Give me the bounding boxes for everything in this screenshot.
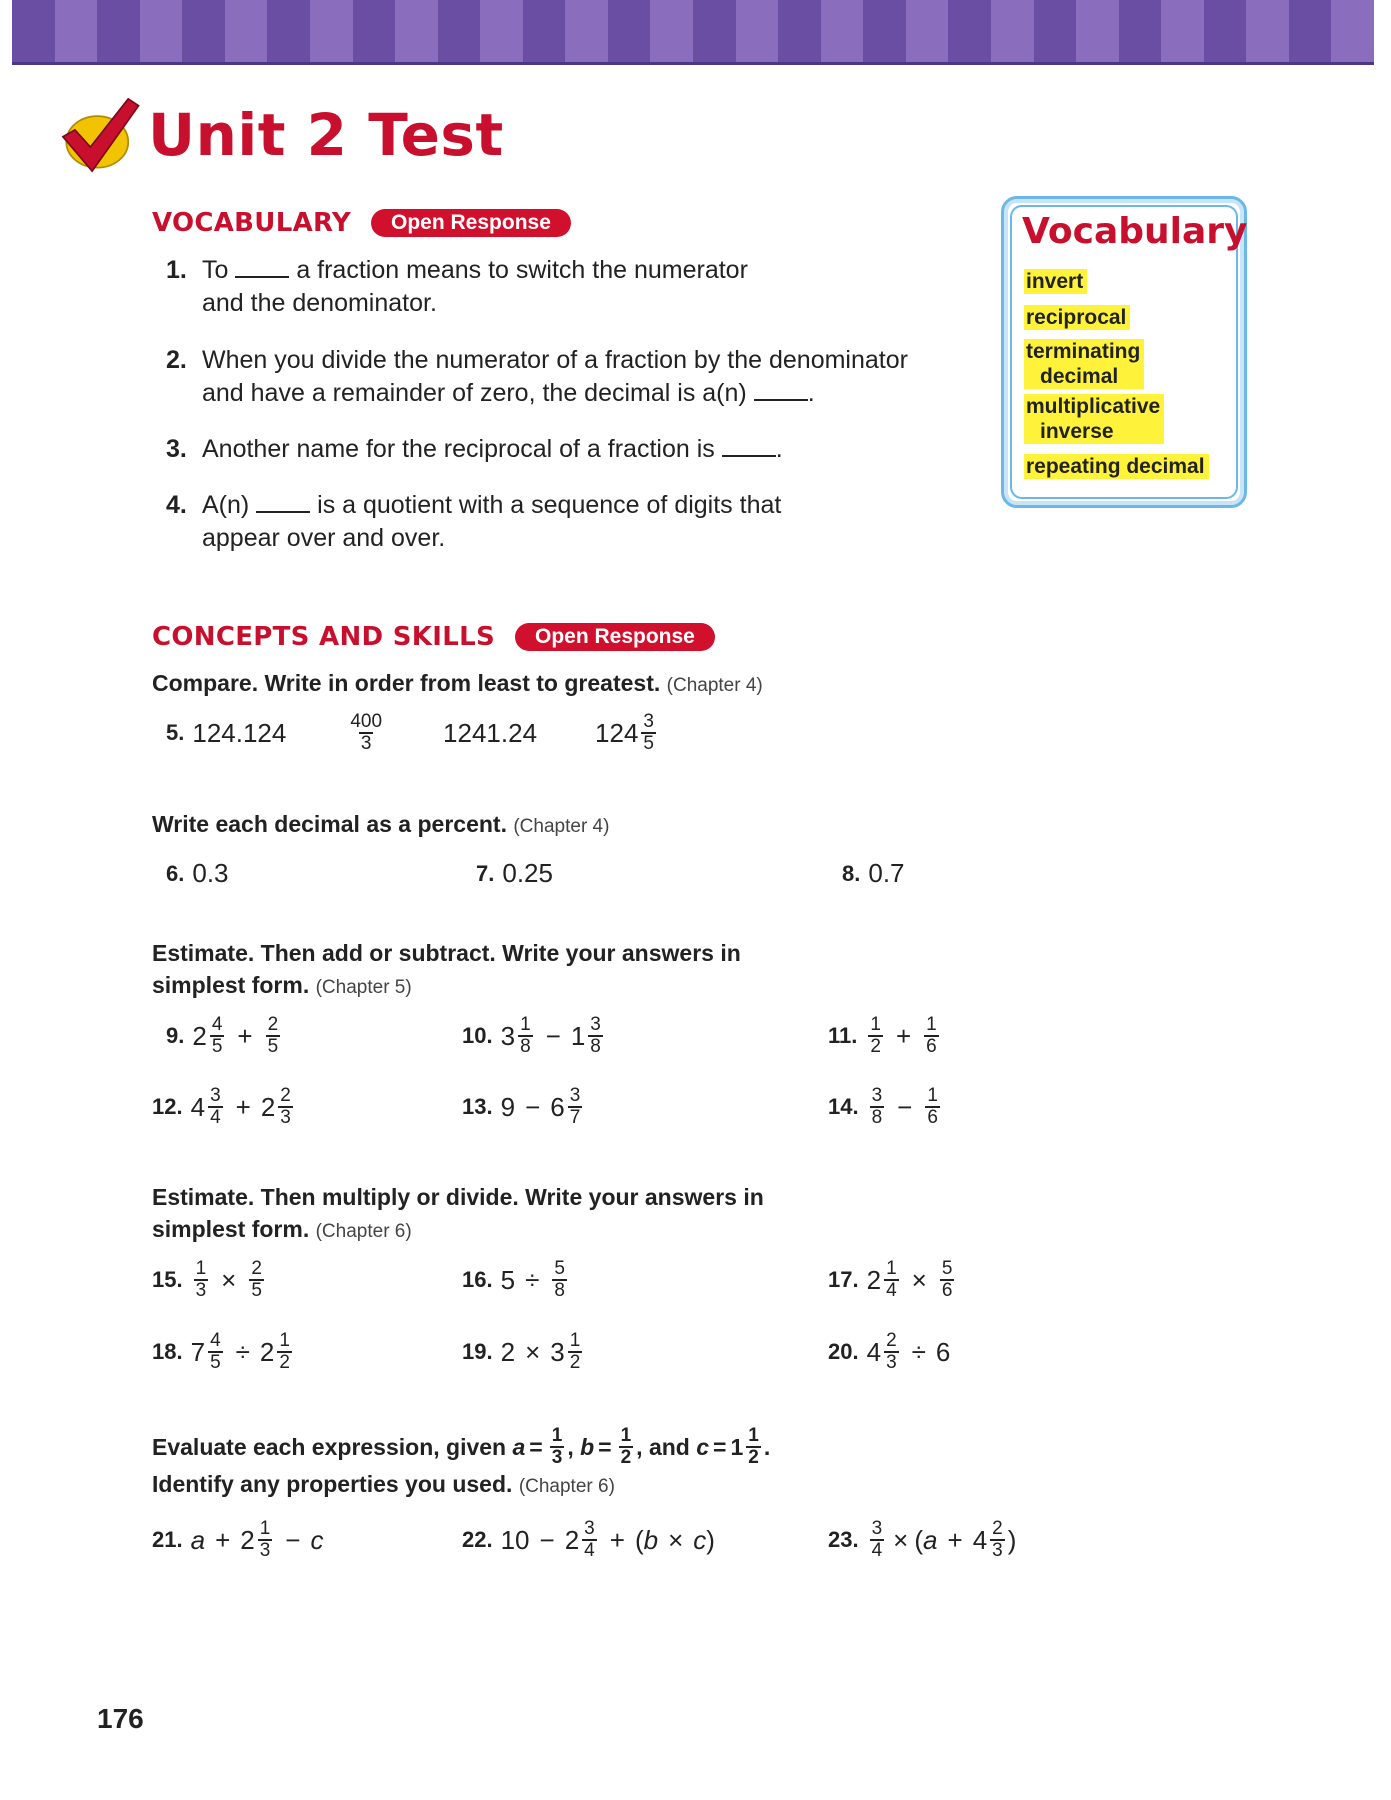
fraction: $\frac{1}{2}$ bbox=[620, 1425, 632, 1468]
fraction: 1 2 bbox=[748, 1425, 759, 1468]
question-1: 1. To a fraction means to switch the numerator and the denominator. bbox=[166, 256, 748, 317]
fraction: 4 5 bbox=[211, 1014, 223, 1057]
answer-blank[interactable] bbox=[235, 272, 289, 278]
fraction: 1 2 bbox=[870, 1014, 881, 1057]
vocab-word: terminating decimal bbox=[1024, 339, 1144, 389]
fraction: 2 3 bbox=[992, 1518, 1003, 1561]
vocabulary-box bbox=[1001, 196, 1247, 508]
page-number: 176 bbox=[97, 1703, 144, 1734]
vocab-word: repeating decimal bbox=[1024, 454, 1209, 479]
problem-21: 21. a + 2 1 3 − c bbox=[152, 1518, 324, 1561]
problem-7: 7. 0.25 bbox=[476, 858, 553, 888]
vocab-word: multiplicative inverse bbox=[1024, 394, 1164, 444]
fraction: 3 7 bbox=[569, 1085, 581, 1128]
fraction: $\frac{1}{6}$ bbox=[927, 1085, 938, 1128]
vocabulary-box-title: Vocabulary bbox=[1022, 211, 1248, 252]
fraction: $\frac{1}{3}$ bbox=[195, 1258, 207, 1301]
fraction: $\frac{5}{6}$ bbox=[941, 1258, 953, 1301]
fraction: 400 3 bbox=[350, 711, 383, 754]
problem-8: 8. 0.7 bbox=[842, 858, 905, 888]
checkmark-icon bbox=[56, 92, 142, 178]
vocab-word: reciprocal bbox=[1024, 305, 1130, 330]
fraction: $\frac{3}{4}$ bbox=[871, 1518, 883, 1561]
problem-10: 10. 3 1 8 − 1 3 8 bbox=[462, 1014, 601, 1057]
directions-percent: Write each decimal as a percent. (Chapter 4) bbox=[152, 811, 610, 837]
open-response-badge: Open Response bbox=[515, 623, 715, 651]
problem-23: 23. $\frac{3}{4}$ × ( a + 4 2 3 ) bbox=[828, 1518, 1017, 1561]
fraction: $\frac{2}{5}$ bbox=[267, 1014, 279, 1057]
fraction: 1 3 bbox=[259, 1518, 271, 1561]
concepts-heading bbox=[152, 622, 715, 652]
fraction: 3 4 bbox=[584, 1518, 595, 1561]
problem-13: 13. 9 − 6 3 7 bbox=[462, 1085, 581, 1128]
fraction: $\frac{1}{6}$ bbox=[926, 1014, 937, 1057]
section-title: VOCABULARY bbox=[152, 208, 352, 238]
problem-15: 15. $\frac{1}{3}$ × $\frac{2}{5}$ bbox=[152, 1258, 262, 1301]
fraction: 3 5 bbox=[643, 711, 654, 754]
problem-12: 12. 4 3 4 + 2 2 3 bbox=[152, 1085, 291, 1128]
problem-16: 16. 5 ÷ $\frac{5}{8}$ bbox=[462, 1258, 565, 1301]
header-stripe bbox=[12, 0, 1374, 65]
fraction: $\frac{1}{3}$ bbox=[551, 1425, 563, 1468]
fraction: 3 4 bbox=[210, 1085, 221, 1128]
question-4: 4. A(n) is a quotient with a sequence of digits that appear over and over. bbox=[166, 491, 782, 552]
fraction: 1 2 bbox=[569, 1330, 581, 1373]
problem-22: 22. 10 − 2 3 4 + ( b × c ) bbox=[462, 1518, 715, 1561]
section-title: CONCEPTS AND SKILLS bbox=[152, 622, 495, 652]
question-2: 2. When you divide the numerator of a fraction by the denominator and have a remainder of zero, the decimal is a(n) . bbox=[166, 346, 908, 407]
open-response-badge: Open Response bbox=[371, 209, 571, 237]
fraction: 3 8 bbox=[871, 1085, 883, 1128]
problem-17: 17. 2 $\frac{1}{4}$ × $\frac{5}{6}$ bbox=[828, 1258, 953, 1301]
problem-5: 5. 124.124 400 3 1241.24 124 3 5 bbox=[166, 711, 654, 754]
question-3: 3. Another name for the reciprocal of a fraction is . bbox=[166, 435, 783, 463]
problem-9: 9. 2 4 5 + $\frac{2}{5}$ bbox=[166, 1014, 279, 1057]
fraction: 1 2 bbox=[279, 1330, 290, 1373]
vocab-word: invert bbox=[1024, 269, 1087, 294]
problem-19: 19. 2 × 3 1 2 bbox=[462, 1330, 581, 1373]
answer-blank[interactable] bbox=[256, 507, 310, 513]
page-title: Unit 2 Test bbox=[148, 101, 504, 169]
fraction: $\frac{1}{4}$ bbox=[886, 1258, 897, 1301]
fraction: 1 8 bbox=[520, 1014, 531, 1057]
directions-compare: Compare. Write in order from least to greatest. (Chapter 4) bbox=[152, 670, 763, 696]
problem-20: 20. 4 $\frac{2}{3}$ ÷ 6 bbox=[828, 1330, 951, 1373]
directions-multiply-divide: Estimate. Then multiply or divide. Write your answers in simplest form. (Chapter 6) bbox=[152, 1184, 764, 1242]
directions-add-subtract: Estimate. Then add or subtract. Write your answers in simplest form. (Chapter 5) bbox=[152, 940, 741, 998]
problem-14: 14. 3 8 − $\frac{1}{6}$ bbox=[828, 1085, 938, 1128]
problem-6: 6. 0.3 bbox=[166, 858, 229, 888]
fraction: 3 8 bbox=[590, 1014, 601, 1057]
title-block bbox=[56, 92, 504, 178]
fraction: $\frac{2}{3}$ bbox=[886, 1330, 897, 1373]
problem-11: 11. 1 2 + $\frac{1}{6}$ bbox=[828, 1014, 937, 1057]
vocabulary-heading bbox=[152, 208, 571, 238]
directions-evaluate-line2: Identify any properties you used. (Chapter 6) bbox=[152, 1471, 615, 1497]
fraction: $\frac{5}{8}$ bbox=[554, 1258, 565, 1301]
problem-18: 18. 7 $\frac{4}{5}$ ÷ 2 1 2 bbox=[152, 1330, 290, 1373]
fraction: $\frac{4}{5}$ bbox=[210, 1330, 221, 1373]
answer-blank[interactable] bbox=[754, 395, 808, 401]
fraction: $\frac{2}{5}$ bbox=[251, 1258, 262, 1301]
fraction: 2 3 bbox=[280, 1085, 291, 1128]
answer-blank[interactable] bbox=[722, 451, 776, 457]
directions-evaluate: Evaluate each expression, given a = $\frac{1}{3}$ , b = $\frac{1}{2}$ , and c = 1 1 2 . bbox=[152, 1425, 771, 1468]
